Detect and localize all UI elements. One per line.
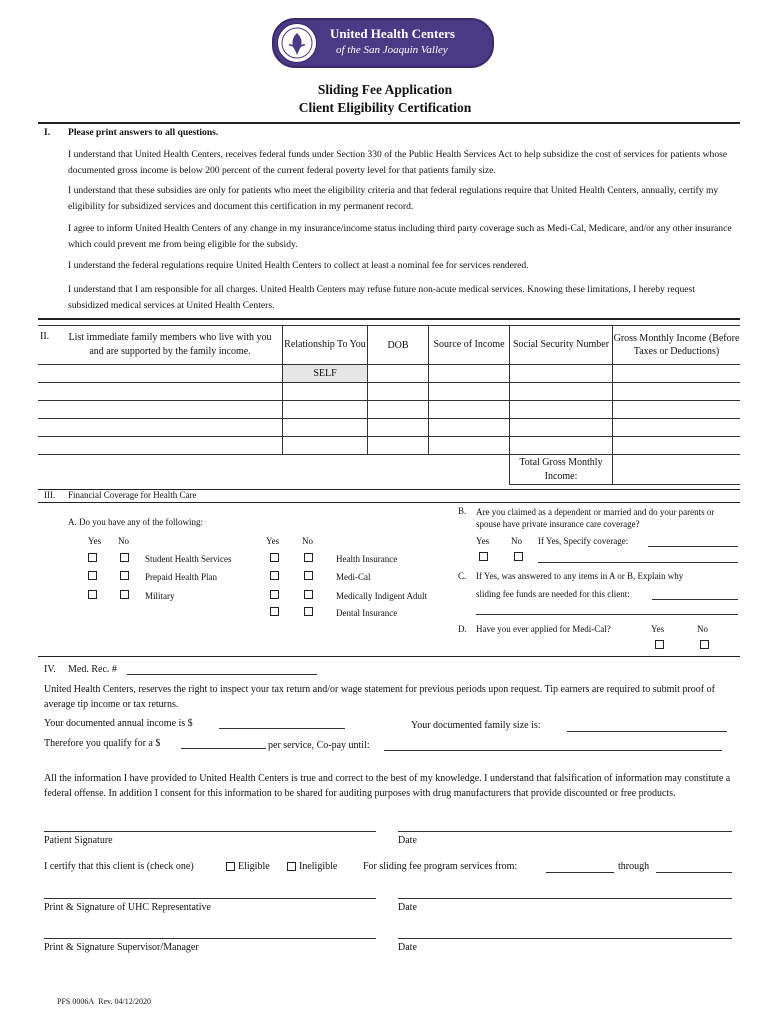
table-row[interactable] [38,419,740,437]
section4-number: IV. [44,664,56,675]
student-health-yes-checkbox[interactable] [88,553,97,562]
certify-label: I certify that this client is (check one) [44,861,194,872]
section3-heading: Financial Coverage for Health Care [68,490,197,500]
explain-field[interactable] [652,599,738,600]
specify-coverage-field-2[interactable] [538,562,738,563]
annual-income-field[interactable] [219,728,345,729]
specify-coverage-label: If Yes, Specify coverage: [538,536,629,546]
item-student-health: Student Health Services [145,554,232,564]
table-row[interactable] [38,401,740,419]
form-code: PFS 0006A [57,997,95,1006]
through-label: through [618,861,650,872]
item-medi-cal: Medi-Cal [336,572,371,582]
question-c-line2: sliding fee funds are needed for this client: [476,589,630,599]
column-header-relationship: Relationship To You [283,326,368,365]
yes-label: Yes [651,624,665,634]
total-gross-income-label: Total Gross Monthly Income: [510,455,613,485]
supervisor-signature-field[interactable] [44,938,376,939]
prepaid-plan-no-checkbox[interactable] [120,571,129,580]
logo-text-line2: of the San Joaquin Valley [336,44,448,56]
divider [38,318,740,320]
qualify-label: Therefore you qualify for a $ [44,738,161,749]
program-through-field[interactable] [656,872,732,873]
item-indigent-adult: Medically Indigent Adult [336,591,427,601]
section2-number: II. [40,331,50,342]
section1-paragraph-1: I understand that United Health Centers, receives federal funds under Section 330 of the Public Health Services Act to help subsidize the cost of services for patients whose documented gross income is below 200 percent of the current federal poverty level for that patients family size. [68,149,728,176]
program-label: For sliding fee program services from: [363,861,518,872]
table-row[interactable] [38,437,740,455]
question-d-label: D. [458,624,467,634]
military-yes-checkbox[interactable] [88,590,97,599]
uhc-rep-label: Print & Signature of UHC Representative [44,902,211,913]
ineligible-checkbox[interactable] [287,862,296,871]
section1-paragraph-5: I understand that I am responsible for all charges. United Health Centers may refuse future non-acute medical services. Knowing these limitations, I hereby request subsidized medical services at United Health Centers. [68,284,695,311]
med-rec-label: Med. Rec. # [68,664,117,675]
qualify-amount-field[interactable] [181,748,266,749]
item-health-insurance: Health Insurance [336,554,398,564]
consent-statement: All the information I have provided to United Health Centers is true and correct to the best of my knowledge. I understand that falsification of information may constitute a federal offense. In addition I consent for this information to be shared for auditing purposes with drug manufacturers that provide discounted or free products. [44,773,731,799]
no-label: No [511,536,522,546]
divider [38,502,740,503]
health-insurance-no-checkbox[interactable] [304,553,313,562]
form-number [57,997,151,1006]
per-service-label: per service, Co-pay until: [268,740,370,751]
column-header-gross-income: Gross Monthly Income (Before Taxes or Deductions) [613,326,741,365]
explain-field-2[interactable] [476,614,738,615]
question-b-no-checkbox[interactable] [514,552,523,561]
eligible-label: Eligible [238,861,270,872]
program-from-field[interactable] [546,872,614,873]
question-a: A. Do you have any of the following: [68,517,203,527]
supervisor-label: Print & Signature Supervisor/Manager [44,942,199,953]
eligible-checkbox[interactable] [226,862,235,871]
uhc-rep-date-field[interactable] [398,898,732,899]
section3-number: III. [44,490,56,500]
section1-paragraph-4: I understand the federal regulations require United Health Centers to collect at least a nominal fee for services rendered. [68,260,529,271]
date-label: Date [398,902,417,913]
form-subtitle: Client Eligibility Certification [298,100,472,115]
yes-label: Yes [476,536,490,546]
organization-logo [272,18,494,68]
med-rec-field[interactable] [127,674,317,675]
section1-paragraph-2: I understand that these subsidies are only for patients who meet the eligibility criteria and that federal regulations require that United Health Centers, annually, certify my eligibility for subsidized services and document this certification in my permanent record. [68,185,719,212]
question-c: If Yes, was answered to any items in A or B, Explain why [476,571,684,581]
column-header-family-members: List immediate family members who live with you and are supported by the family income. [68,332,272,357]
no-label: No [302,536,313,546]
student-health-no-checkbox[interactable] [120,553,129,562]
family-size-label: Your documented family size is: [411,720,541,731]
patient-signature-label: Patient Signature [44,835,113,846]
dental-insurance-no-checkbox[interactable] [304,607,313,616]
uhc-rep-signature-field[interactable] [44,898,376,899]
item-prepaid-plan: Prepaid Health Plan [145,572,217,582]
prepaid-plan-yes-checkbox[interactable] [88,571,97,580]
column-header-ssn: Social Security Number [510,326,613,365]
health-insurance-yes-checkbox[interactable] [270,553,279,562]
question-c-label: C. [458,571,467,581]
yes-label: Yes [266,536,280,546]
item-dental-insurance: Dental Insurance [336,608,398,618]
item-military: Military [145,591,175,601]
seal-icon [277,23,317,63]
date-label: Date [398,835,417,846]
question-b-yes-checkbox[interactable] [479,552,488,561]
supervisor-date-field[interactable] [398,938,732,939]
self-cell: SELF [283,365,368,383]
date-label: Date [398,942,417,953]
logo-text-line1: United Health Centers [330,26,455,41]
no-label: No [697,624,708,634]
yes-label: Yes [88,536,102,546]
column-header-dob: DOB [368,326,429,365]
table-row[interactable] [38,365,740,383]
medi-cal-applied-yes-checkbox[interactable] [655,640,664,649]
question-b: Are you claimed as a dependent or married and do your parents or spouse have private insurance care coverage? [476,507,715,529]
family-size-field[interactable] [567,731,727,732]
military-no-checkbox[interactable] [120,590,129,599]
ineligible-label: Ineligible [299,861,338,872]
divider [38,656,740,657]
divider [38,122,740,124]
copay-until-field[interactable] [384,750,722,751]
no-label: No [118,536,129,546]
medi-cal-yes-checkbox[interactable] [270,571,279,580]
indigent-adult-yes-checkbox[interactable] [270,590,279,599]
indigent-adult-no-checkbox[interactable] [304,590,313,599]
table-row[interactable] [38,383,740,401]
specify-coverage-field[interactable] [648,546,738,547]
section1-heading: Please print answers to all questions. [68,127,219,138]
family-members-table [38,325,740,485]
patient-date-field[interactable] [398,831,732,832]
section1-paragraph-3: I agree to inform United Health Centers of any change in my insurance/income status including third party coverage such as Medi-Cal, Medicare, and/or any other insurance which could prevent me from being eligible for the subsidy. [68,223,732,250]
medi-cal-applied-no-checkbox[interactable] [700,640,709,649]
dental-insurance-yes-checkbox[interactable] [270,607,279,616]
total-gross-income-field[interactable] [613,455,741,485]
medi-cal-no-checkbox[interactable] [304,571,313,580]
form-revision: Rev. 04/12/2020 [98,997,151,1006]
question-d: Have you ever applied for Medi-Cal? [476,624,611,634]
inspection-notice: United Health Centers, reserves the right to inspect your tax return and/or wage statement for previous periods upon request. Tip earners are required to submit proof of average tip income or tax returns. [44,684,715,710]
form-title: Sliding Fee Application [317,82,453,97]
question-b-label: B. [458,506,467,516]
table-header-family [38,326,283,365]
patient-signature-field[interactable] [44,831,376,832]
annual-income-label: Your documented annual income is $ [44,718,193,729]
column-header-income-source: Source of Income [429,326,510,365]
section1-number: I. [44,127,51,138]
